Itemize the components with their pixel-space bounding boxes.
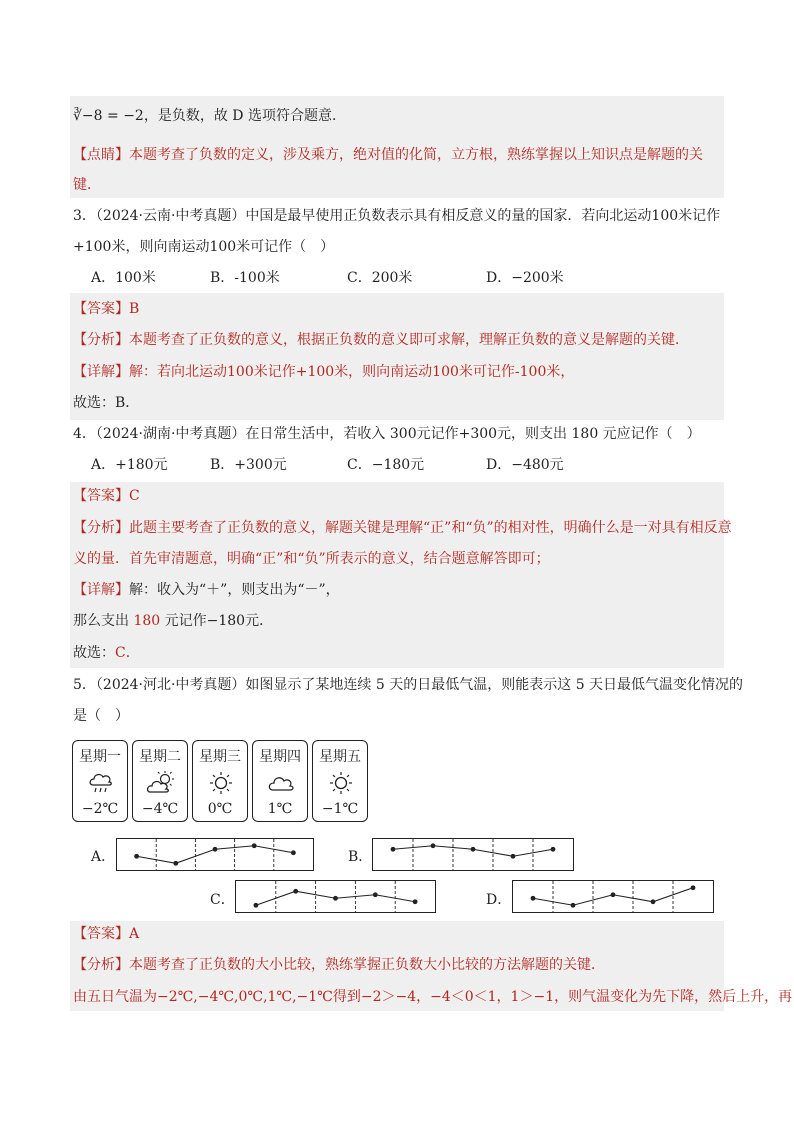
graph-svg <box>373 839 573 870</box>
graph-point <box>213 847 218 852</box>
q3-choose: 故选：B． <box>73 395 140 411</box>
q3-analysis-text: 本题考查了正负数的意义，根据正负数的意义即可求解，理解正负数的意义是解题的关键． <box>129 332 689 348</box>
q5-answer-tag: 【答案】 <box>73 926 129 942</box>
weather-card-tue <box>132 740 188 822</box>
graph-point <box>571 903 576 908</box>
q3-answer-tag: 【答案】 <box>73 301 129 317</box>
q4-detail-text-1: 解：收入为“＋”，则支出为“－”， <box>129 582 340 598</box>
q4-answer-value: C <box>129 488 140 504</box>
day-temp: −1℃ <box>321 801 359 817</box>
graph-point <box>651 899 656 904</box>
cloud-icon <box>267 770 295 796</box>
q4-answer <box>73 486 140 506</box>
rain-cloud-icon <box>87 770 115 796</box>
q4-option-c: C．−180元 <box>347 457 425 473</box>
point-text-1: 本题考查了负数的定义，涉及乘方，绝对值的化简，立方根，熟练掌握以上知识点是解题的关 <box>129 147 703 163</box>
q3-answer-value: B <box>129 301 140 317</box>
day-name: 星期四 <box>259 749 301 765</box>
q4-choose-answer: C． <box>115 645 140 661</box>
partly-cloudy-icon <box>147 770 175 796</box>
graph-svg <box>117 839 313 870</box>
sun-icon <box>207 770 235 796</box>
q4-option-d: D．−480元 <box>486 457 564 473</box>
q5-detail: 由五日气温为−2℃,−4℃,0℃,1℃,−1℃得到−2＞−4，−4＜0＜1，1＞−1，则气温变化为先下降，然后上升，再 <box>73 989 793 1005</box>
day-name: 星期三 <box>199 749 241 765</box>
q3-option-b: B．-100米 <box>210 270 280 286</box>
point-tag: 【点睛】 <box>73 147 129 163</box>
weather-card-thu <box>252 740 308 822</box>
q4-detail-tag: 【详解】 <box>73 582 129 598</box>
q5-analysis-tag: 【分析】 <box>73 957 129 973</box>
graph-point <box>293 889 298 894</box>
q4-option-a: A．+180元 <box>91 457 168 473</box>
graph-point <box>391 847 396 852</box>
weather-card-wed <box>192 740 248 822</box>
graph-point <box>173 861 178 866</box>
graph-c <box>235 880 436 913</box>
graph-point <box>254 903 259 908</box>
graph-label-d: D． <box>486 892 512 908</box>
q3-analysis <box>73 330 689 350</box>
q3-answer <box>73 299 139 319</box>
graph-label-b: B． <box>348 849 373 865</box>
sun-icon <box>327 770 355 796</box>
q5-answer <box>73 924 139 944</box>
graph-point <box>333 896 338 901</box>
graph-d <box>512 880 714 913</box>
q4-detail-2-num: 180 <box>133 613 161 629</box>
graph-point <box>531 896 536 901</box>
day-name: 星期五 <box>319 749 361 765</box>
q4-detail-2-pre: 那么支出 <box>73 613 134 629</box>
graph-point <box>611 892 616 897</box>
q3-stem-2: +100米，则向南运动100米可记作（ ） <box>73 239 335 255</box>
graph-point <box>511 854 516 859</box>
graph-point <box>134 854 139 859</box>
q4-stem-1: 4．（2024·湖南·中考真题）在日常生活中，若收入 300元记作+300元，则支出 180 元应记作（ ） <box>73 426 701 442</box>
q4-analysis-text-1: 此题主要考查了正负数的意义，解题关键是理解“正”和“负”的相对性，明确什么是一对具有相反意 <box>129 520 732 536</box>
graph-a <box>116 838 314 871</box>
day-name: 星期一 <box>79 749 121 765</box>
q3-option-c: C．200米 <box>347 270 413 286</box>
q5-answer-value: A <box>129 926 140 942</box>
solution-block-q4 <box>70 482 724 668</box>
q4-choose-pre: 故选： <box>73 645 115 661</box>
graph-point <box>252 843 257 848</box>
graph-point <box>431 843 436 848</box>
q4-detail-2-post: 元记作−180元． <box>160 613 274 629</box>
q4-choose <box>73 643 140 663</box>
q5-stem-2: 是（ ） <box>73 708 129 724</box>
q4-answer-tag: 【答案】 <box>73 488 129 504</box>
graph-point <box>691 885 696 890</box>
point-line-2: 键． <box>73 177 101 193</box>
q4-option-b: B．+300元 <box>210 457 287 473</box>
graph-point <box>413 899 418 904</box>
cube-root-text: ∛−8 = −2，是负数，故 D 选项符合题意． <box>73 108 346 124</box>
q5-analysis <box>73 955 605 975</box>
q3-stem-1: 3．（2024·云南·中考真题）中国是最早使用正负数表示具有相反意义的量的国家．若向北运动100米记作 <box>73 208 721 224</box>
q3-detail-text: 解：若向北运动100米记作+100米，则向南运动100米可记作-100米， <box>129 364 575 380</box>
day-temp: −4℃ <box>141 801 179 817</box>
graph-point <box>291 850 296 855</box>
graph-svg <box>236 881 435 912</box>
graph-svg <box>513 881 713 912</box>
graph-point <box>373 892 378 897</box>
q4-analysis-2: 义的量．首先审清题意，明确“正”和“负”所表示的意义，结合题意解答即可； <box>73 551 550 567</box>
graph-label-a: A． <box>91 849 116 865</box>
q4-detail-2 <box>73 611 273 631</box>
q3-analysis-tag: 【分析】 <box>73 332 129 348</box>
q5-stem-1: 5．（2024·河北·中考真题）如图显示了某地连续 5 天的日最低气温，则能表示这 5 天日最低气温变化情况的 <box>73 677 744 693</box>
q3-option-d: D．−200米 <box>486 270 564 286</box>
q4-analysis-1 <box>73 518 732 538</box>
solution-block-q3 <box>70 293 724 420</box>
q5-analysis-text: 本题考查了正负数的大小比较，熟练掌握正负数大小比较的方法解题的关键． <box>129 957 605 973</box>
q4-detail-1 <box>73 580 340 600</box>
graph-label-c: C． <box>210 892 235 908</box>
day-name: 星期二 <box>139 749 181 765</box>
graph-b <box>372 838 574 871</box>
graph-point <box>551 847 556 852</box>
weather-card-mon <box>72 740 128 822</box>
q3-detail <box>73 362 574 382</box>
day-temp: 0℃ <box>207 801 233 817</box>
day-temp: −2℃ <box>81 801 119 817</box>
point-line-1 <box>73 145 703 165</box>
q3-detail-tag: 【详解】 <box>73 364 129 380</box>
weather-card-fri <box>312 740 368 822</box>
day-temp: 1℃ <box>267 801 293 817</box>
graph-point <box>471 847 476 852</box>
q4-analysis-tag: 【分析】 <box>73 520 129 536</box>
q3-option-a: A．100米 <box>91 270 156 286</box>
